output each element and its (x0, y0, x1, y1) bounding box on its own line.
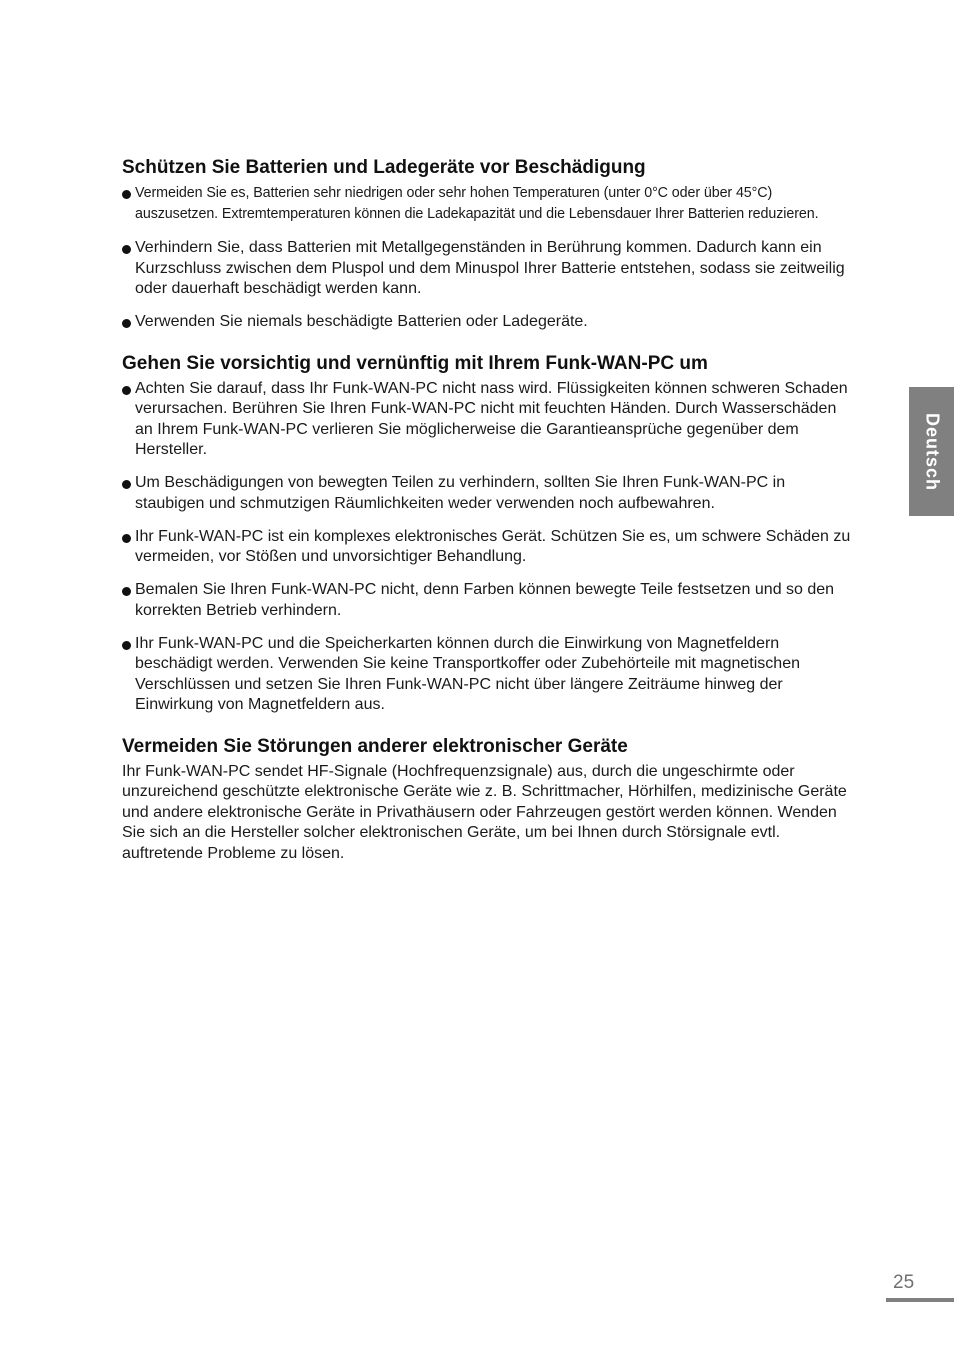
bullet-icon (122, 641, 131, 650)
bullet-icon (122, 190, 131, 199)
list-item (122, 312, 852, 333)
section-heading: Gehen Sie vorsichtig und vernünftig mit Ihrem Funk-WAN-PC um (122, 352, 708, 374)
section-interference (122, 734, 852, 865)
list-item (122, 527, 852, 568)
section-paragraph: Ihr Funk-WAN-PC sendet HF-Signale (Hochfrequenzsignale) aus, durch die ungeschirmte oder unzureichend geschützte elektronische Geräte wie z. B. Schrittmacher, Hörhilfen, medizinische Geräte und andere elektronische Geräte in Privathäusern oder Fahrzeugen gestört werden können. Wenden Sie sich an die Hersteller solcher elektronischen Geräte, um bei Ihnen durch Störsignale evtl. auftretende Probleme zu lösen. (122, 762, 847, 862)
list-item-text: Achten Sie darauf, dass Ihr Funk-WAN-PC nicht nass wird. Flüssigkeiten können schweren Schaden verursachen. Berühren Sie Ihren Funk-WAN-PC nicht mit feuchten Händen. Durch Wasserschäden an Ihrem Funk-WAN-PC verlieren Sie möglicherweise die Garantieansprüche gegenüber dem Hersteller. (135, 379, 848, 458)
page-content (122, 155, 852, 882)
list-item (122, 238, 852, 300)
page-number: 25 (893, 1272, 915, 1293)
list-item (122, 183, 852, 225)
list-item-text: Ihr Funk-WAN-PC und die Speicherkarten können durch die Einwirkung von Magnetfeldern beschädigt werden. Verwenden Sie keine Transportkoffer oder Zubehörteile mit magnetischen Verschlüssen und setzen Sie Ihren Funk-WAN-PC nicht über längere Zeiträume hinweg der Einwirkung von Magnetfeldern aus. (135, 634, 800, 713)
bullet-icon (122, 319, 131, 328)
page-number-rule (886, 1298, 954, 1302)
bullet-list (122, 183, 852, 333)
section-battery-protection (122, 155, 852, 333)
language-side-tab (909, 387, 954, 516)
bullet-list (122, 379, 852, 716)
list-item-text: Verwenden Sie niemals beschädigte Batterien oder Ladegeräte. (135, 313, 588, 330)
list-item-text: Ihr Funk-WAN-PC ist ein komplexes elektronisches Gerät. Schützen Sie es, um schwere Schäden zu vermeiden, vor Stößen und unvorsichtiger Behandlung. (135, 527, 851, 565)
section-careful-handling (122, 351, 852, 716)
bullet-icon (122, 587, 131, 596)
list-item-text: Bemalen Sie Ihren Funk-WAN-PC nicht, denn Farben können bewegte Teile festsetzen und so den korrekten Betrieb verhindern. (135, 581, 835, 619)
bullet-icon (122, 386, 131, 395)
bullet-icon (122, 245, 131, 254)
section-heading: Vermeiden Sie Störungen anderer elektronischer Geräte (122, 735, 628, 757)
language-tab-label: Deutsch (922, 412, 942, 491)
bullet-icon (122, 480, 131, 489)
list-item-text: Um Beschädigungen von bewegten Teilen zu verhindern, sollten Sie Ihren Funk-WAN-PC in staubigen und schmutzigen Räumlichkeiten weder verwenden noch aufbewahren. (135, 474, 786, 512)
list-item (122, 580, 852, 621)
section-heading: Schützen Sie Batterien und Ladegeräte vor Beschädigung (122, 157, 646, 178)
list-item (122, 634, 852, 716)
list-item (122, 379, 852, 461)
list-item-text: Vermeiden Sie es, Batterien sehr niedrigen oder sehr hohen Temperaturen (unter 0°C oder über 45°C) auszusetzen. Extremtemperaturen können die Ladekapazität und die Lebensdauer Ihrer Batterien reduzieren. (135, 185, 819, 222)
list-item (122, 473, 852, 514)
bullet-icon (122, 534, 131, 543)
list-item-text: Verhindern Sie, dass Batterien mit Metallgegenständen in Berührung kommen. Dadurch kann ein Kurzschluss zwischen dem Pluspol und dem Minuspol Ihrer Batterie entstehen, sodass sie zeitweilig oder dauerhaft beschädigt werden kann. (135, 239, 845, 297)
